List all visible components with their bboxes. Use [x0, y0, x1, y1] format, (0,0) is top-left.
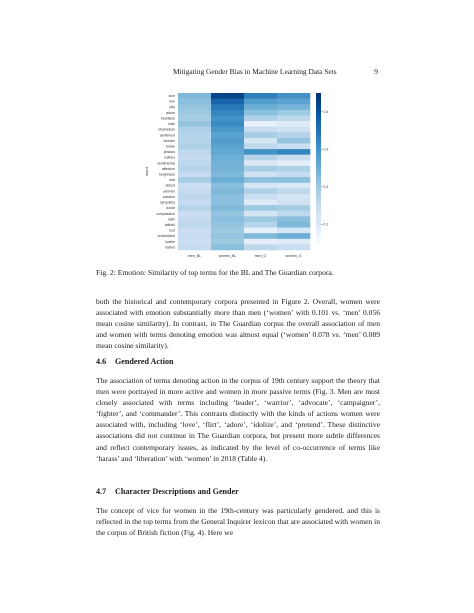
heatmap-cell — [244, 211, 277, 217]
colorbar-segment — [316, 163, 321, 166]
colorbar-segment — [316, 173, 321, 176]
colorbar-segment — [316, 93, 321, 96]
heatmap-cell — [178, 244, 211, 250]
colorbar-segment — [316, 241, 321, 244]
y-tick-label: brave — [166, 144, 175, 149]
section-heading-4-7 — [96, 487, 239, 496]
heatmap-cell — [178, 200, 211, 206]
colorbar-segment — [316, 206, 321, 209]
heatmap-cell — [277, 222, 310, 228]
colorbar-segment — [316, 176, 321, 179]
heatmap-cell — [211, 127, 244, 133]
heatmap-cell — [178, 149, 211, 155]
y-tick-label: passion — [162, 194, 175, 199]
heatmap-cell — [244, 228, 277, 234]
colorbar-segment — [316, 211, 321, 214]
x-tick-label: women_BL — [218, 254, 237, 258]
heatmap-cell — [211, 155, 244, 161]
colorbar-segment — [316, 218, 321, 221]
colorbar-tick-label: 0.4 — [323, 109, 329, 114]
y-tick-label: sentiment — [159, 133, 175, 138]
heatmap-cell — [244, 93, 277, 99]
y-tick-label: affection — [161, 166, 175, 171]
heatmap-cell — [277, 239, 310, 245]
y-tick-label: callous — [164, 155, 175, 160]
heatmap-cell — [178, 233, 211, 239]
heatmap-cell — [277, 127, 310, 133]
heatmap-cell — [277, 99, 310, 105]
colorbar-tick-label: 0.3 — [323, 147, 329, 152]
heatmap-cell — [178, 93, 211, 99]
y-tick-label: shameless — [158, 127, 175, 132]
x-tick-label: men_BL — [187, 254, 202, 258]
heatmap-cell — [244, 177, 277, 183]
heatmap-cell — [178, 99, 211, 105]
y-tick-label: hatred — [165, 245, 175, 250]
colorbar-segment — [316, 126, 321, 129]
heatmap-cell — [211, 93, 244, 99]
heatmap-cell — [211, 183, 244, 189]
colorbar-segment — [316, 208, 321, 211]
heatmap-cell — [178, 104, 211, 110]
y-tick-label: jealous — [163, 150, 175, 155]
colorbar-segment — [316, 98, 321, 101]
heatmap-cell — [178, 216, 211, 222]
heatmap-cell — [211, 143, 244, 149]
heatmap-cell — [178, 228, 211, 234]
y-tick-label: faithful — [164, 222, 175, 227]
colorbar-segment — [316, 223, 321, 226]
heatmap-cell — [244, 121, 277, 127]
colorbar-segment — [316, 118, 321, 121]
y-tick-label: detest — [165, 183, 175, 188]
colorbar-segment — [316, 128, 321, 131]
heatmap-cell — [211, 166, 244, 172]
y-tick-label: sentimental — [157, 161, 175, 166]
heatmap-cell — [178, 127, 211, 133]
heatmap-cell — [211, 205, 244, 211]
heatmap-cell — [211, 200, 244, 206]
colorbar-segment — [316, 166, 321, 169]
heatmap-cell — [244, 200, 277, 206]
y-tick-label: adore — [166, 110, 175, 115]
heatmap-cell — [178, 160, 211, 166]
heatmap-cell — [277, 143, 310, 149]
heatmap-cell — [178, 183, 211, 189]
heatmap-cell — [277, 104, 310, 110]
y-tick-label: admirer — [163, 189, 175, 194]
y-tick-label: sympathy — [160, 200, 175, 205]
paragraph-emotion-summary: both the historical and contemporary corpora presented in Figure 2. Overall, women were associated with emotion substantially more than men (‘women’ with 0.101 vs. ‘men’ 0.056 mean cosine similarity). In contrast, in The Guardian corpus the overall association of men and women with terms denoting emotion was almost equal (‘women’ 0.078 vs. ‘men’ 0.089 mean cosine similarity). — [96, 297, 380, 351]
colorbar-segment — [316, 123, 321, 126]
colorbar-segment — [316, 228, 321, 231]
y-tick-label: real — [169, 178, 175, 183]
colorbar-segment — [316, 143, 321, 146]
colorbar-segment — [316, 201, 321, 204]
heatmap-cell — [244, 127, 277, 133]
colorbar-segment — [316, 193, 321, 196]
heatmap-cell — [211, 138, 244, 144]
heatmap-cell — [178, 115, 211, 121]
heatmap-cell — [178, 166, 211, 172]
section-heading-4-6 — [96, 357, 174, 366]
running-title: Mitigating Gender Bias in Machine Learning Data Sets — [173, 67, 337, 76]
heatmap-cell — [277, 132, 310, 138]
paragraph-character-descriptions: The concept of vice for women in the 19th-century was particularly gendered, and this is reflected in the top terms from the General Inquirer lexicon that are associated with women in the corpus of British fiction (Fig. 4). Here we — [96, 506, 380, 538]
heatmap-cell — [211, 172, 244, 178]
heatmap-cell — [244, 239, 277, 245]
heatmap-cell — [178, 172, 211, 178]
heatmap-cell — [277, 160, 310, 166]
colorbar-segment — [316, 181, 321, 184]
colorbar-segment — [316, 131, 321, 134]
section-title: Character Descriptions and Gender — [115, 487, 239, 496]
y-tick-label: love — [168, 94, 175, 99]
heatmap-cell — [244, 222, 277, 228]
heatmap-cell — [211, 115, 244, 121]
heatmap-cell — [211, 211, 244, 217]
heatmap-cell — [277, 110, 310, 116]
heatmap-cell — [277, 177, 310, 183]
heatmap-cell — [244, 149, 277, 155]
colorbar-segment — [316, 103, 321, 106]
heatmap-cell — [211, 149, 244, 155]
y-tick-label: heartless — [160, 116, 175, 121]
heatmap-cell — [244, 172, 277, 178]
y-tick-label: loathe — [165, 239, 175, 244]
colorbar-segment — [316, 106, 321, 109]
heatmap-cell — [211, 216, 244, 222]
heatmap-cell — [211, 233, 244, 239]
section-title: Gendered Action — [115, 357, 174, 366]
heatmap-cell — [211, 177, 244, 183]
colorbar-segment — [316, 236, 321, 239]
y-tick-label: understand — [157, 234, 175, 239]
colorbar-tick-label: 0.2 — [323, 184, 329, 189]
heatmap-cell — [277, 166, 310, 172]
heatmap-cell — [277, 244, 310, 250]
colorbar-segment — [316, 133, 321, 136]
heatmap-cell — [178, 110, 211, 116]
colorbar-segment — [316, 196, 321, 199]
colorbar-segment — [316, 178, 321, 181]
heatmap-cell — [277, 233, 310, 239]
heatmap-cell — [277, 93, 310, 99]
heatmap-cell — [277, 138, 310, 144]
y-tick-label: faith — [168, 217, 175, 222]
colorbar-segment — [316, 203, 321, 206]
y-tick-label: wonder — [163, 138, 175, 143]
heatmap-cell — [244, 166, 277, 172]
heatmap-cell — [211, 99, 244, 105]
heatmap-cell — [211, 228, 244, 234]
colorbar-segment — [316, 158, 321, 161]
heatmap-cell — [211, 160, 244, 166]
y-tick-label: doubt — [166, 206, 175, 211]
x-tick-label: women_G — [285, 254, 302, 258]
heatmap-cell — [244, 132, 277, 138]
heatmap-cell — [211, 121, 244, 127]
colorbar-segment — [316, 108, 321, 111]
heatmap-cell — [277, 228, 310, 234]
heatmap-cell — [277, 172, 310, 178]
colorbar-segment — [316, 161, 321, 164]
colorbar-segment — [316, 96, 321, 99]
colorbar-segment — [316, 186, 321, 189]
heatmap-cell — [178, 188, 211, 194]
colorbar-tick-label: 0.1 — [323, 222, 329, 227]
colorbar-segment — [316, 171, 321, 174]
y-tick-label: feel — [169, 99, 175, 104]
page-number: 9 — [374, 67, 378, 76]
heatmap-cell — [211, 239, 244, 245]
heatmap-cell — [244, 160, 277, 166]
colorbar-segment — [316, 213, 321, 216]
heatmap-cell — [244, 244, 277, 250]
colorbar-segment — [316, 116, 321, 119]
heatmap-cell — [277, 216, 310, 222]
colorbar-segment — [316, 156, 321, 159]
heatmap-cell — [211, 104, 244, 110]
y-tick-label: compassion — [156, 211, 175, 216]
colorbar-segment — [316, 153, 321, 156]
heatmap-cell — [244, 104, 277, 110]
heatmap-cell — [244, 216, 277, 222]
heatmap-cell — [178, 211, 211, 217]
heatmap-cell — [277, 205, 310, 211]
section-number: 4.7 — [96, 487, 107, 496]
heatmap-cell — [244, 155, 277, 161]
heatmap-cell — [277, 149, 310, 155]
heatmap-cell — [178, 194, 211, 200]
heatmap-cell — [178, 138, 211, 144]
heatmap-cell — [277, 188, 310, 194]
colorbar-segment — [316, 233, 321, 236]
colorbar-segment — [316, 231, 321, 234]
colorbar-segment — [316, 151, 321, 154]
colorbar-segment — [316, 121, 321, 124]
heatmap-cell — [211, 222, 244, 228]
heatmap-cell — [244, 233, 277, 239]
heatmap-cell — [211, 110, 244, 116]
heatmap-cell — [244, 99, 277, 105]
heatmap-cell — [244, 183, 277, 189]
heatmap-cell — [211, 244, 244, 250]
heatmap-cell — [244, 194, 277, 200]
heatmap-cell — [244, 110, 277, 116]
heatmap-cell — [277, 121, 310, 127]
heatmap-cell — [244, 205, 277, 211]
colorbar-segment — [316, 188, 321, 191]
heatmap-cell — [211, 194, 244, 200]
heatmap-cell — [211, 188, 244, 194]
colorbar-segment — [316, 226, 321, 229]
heatmap-cell — [244, 188, 277, 194]
heatmap-cell — [277, 200, 310, 206]
heatmap-cell — [244, 115, 277, 121]
colorbar-segment — [316, 191, 321, 194]
y-tick-label: pity — [169, 105, 175, 110]
paragraph-gendered-action: The association of terms denoting action in the corpus of 19th century support the theory that men were portrayed in more active and women in more passive terms (Fig. 3. Men are most closely associated with terms including ‘leader’, ‘warrior’, ‘advocate’, ‘campaigner’, ‘fighter’, and ‘commander’. This contrasts distinctly with the kinds of actions women were associated with, including ‘love’, ‘flirt’, ‘adore’, ‘idolize’, and ‘pretend’. These distinctive associations did not continue in The Guardian corpora, but present more subtle differences and reflect contemporary issues, as indicated by the level of co-occurrence of terms like ‘harass’ and ‘liberation’ with ‘women’ in 2018 (Table 4). — [96, 376, 380, 463]
emotion-heatmap — [0, 0, 474, 270]
colorbar-segment — [316, 183, 321, 186]
colorbar-segment — [316, 111, 321, 114]
heatmap-cell — [277, 194, 310, 200]
figure-caption: Fig. 2: Emotion: Similarity of top terms for the BL and The Guardian corpora. — [96, 268, 334, 277]
colorbar-segment — [316, 146, 321, 149]
colorbar-segment — [316, 101, 321, 104]
colorbar-segment — [316, 221, 321, 224]
heatmap-cell — [178, 177, 211, 183]
x-tick-label: men_G — [254, 254, 267, 258]
y-tick-label: toughness — [158, 172, 175, 177]
heatmap-cell — [178, 121, 211, 127]
heatmap-cell — [277, 211, 310, 217]
section-number: 4.6 — [96, 357, 107, 366]
y-tick-label: lust — [169, 228, 175, 233]
colorbar-segment — [316, 113, 321, 116]
colorbar-segment — [316, 141, 321, 144]
heatmap-cell — [178, 205, 211, 211]
colorbar-segment — [316, 198, 321, 201]
heatmap-cell — [244, 143, 277, 149]
heatmap-cell — [244, 138, 277, 144]
heatmap-cell — [178, 132, 211, 138]
colorbar-segment — [316, 136, 321, 139]
heatmap-cell — [211, 132, 244, 138]
heatmap-cell — [178, 222, 211, 228]
heatmap-cell — [178, 239, 211, 245]
y-tick-label: hate — [168, 122, 175, 127]
y-axis-label: word — [144, 167, 149, 176]
colorbar-segment — [316, 216, 321, 219]
heatmap-cell — [277, 115, 310, 121]
colorbar-segment — [316, 168, 321, 171]
colorbar-segment — [316, 148, 321, 151]
colorbar-segment — [316, 138, 321, 141]
heatmap-cell — [178, 143, 211, 149]
heatmap-cell — [277, 183, 310, 189]
colorbar-segment — [316, 238, 321, 241]
heatmap-cell — [277, 155, 310, 161]
heatmap-cell — [178, 155, 211, 161]
